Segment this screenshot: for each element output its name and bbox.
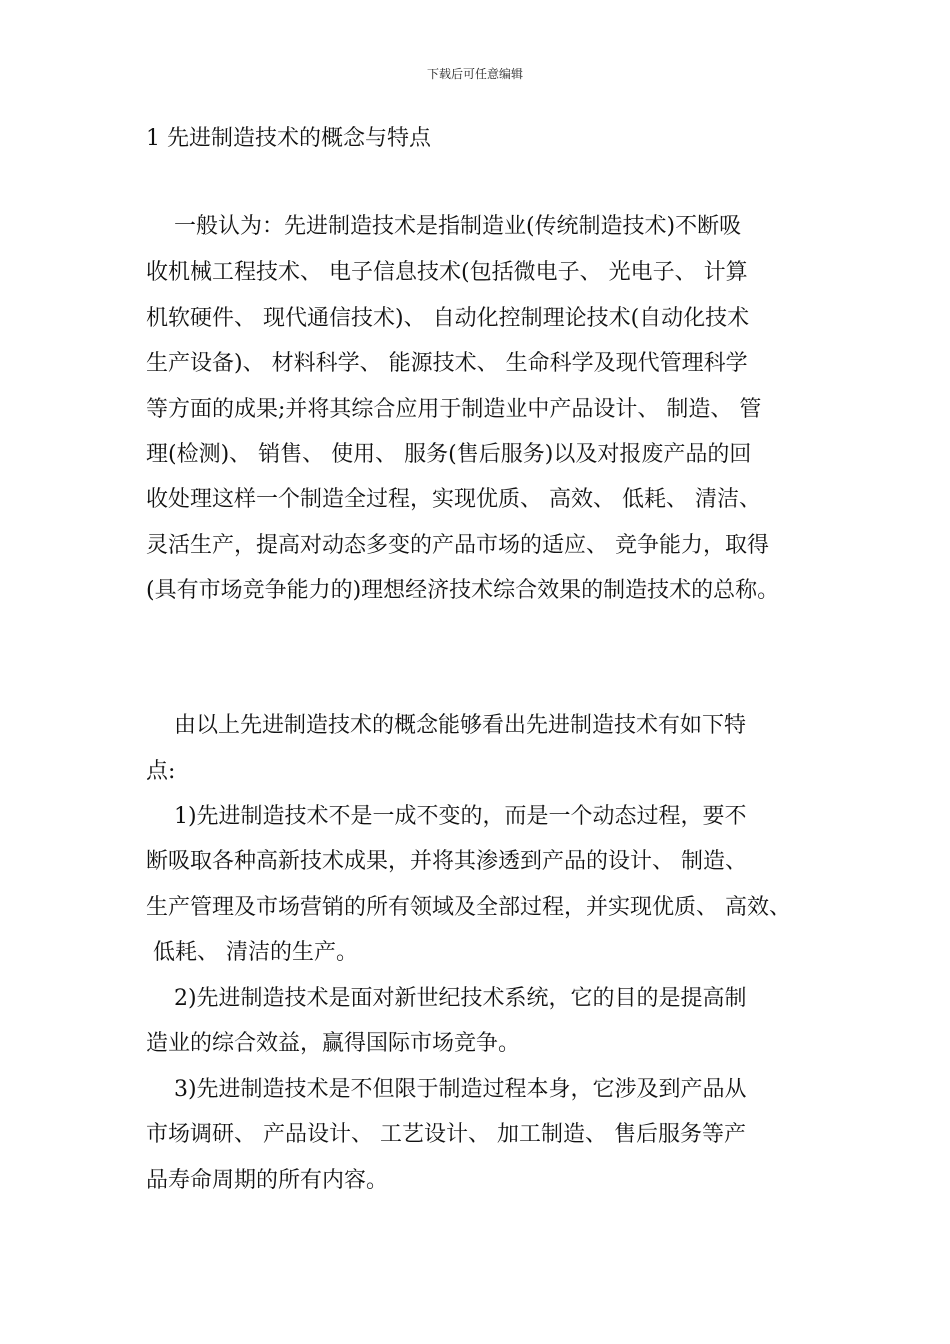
- list-item-line: 断吸取各种高新技术成果，并将其渗透到产品的设计、 制造、: [146, 849, 747, 874]
- list-item-line: 品寿命周期的所有内容。: [146, 1168, 389, 1193]
- paragraph-line: 灵活生产，提高对动态多变的产品市场的适应、 竞争能力，取得: [146, 533, 769, 558]
- paragraph-line: 由以上先进制造技术的概念能够看出先进制造技术有如下特: [146, 713, 746, 738]
- paragraph-line: 等方面的成果;并将其综合应用于制造业中产品设计、 制造、 管: [146, 397, 762, 422]
- list-item-line: 低耗、 清洁的生产。: [146, 940, 358, 965]
- list-item-line: 市场调研、 产品设计、 工艺设计、 加工制造、 售后服务等产: [146, 1122, 746, 1147]
- paragraph-line: 收处理这样一个制造全过程，实现优质、 高效、 低耗、 清洁、: [146, 487, 761, 512]
- list-item-line: 1)先进制造技术不是一成不变的，而是一个动态过程，要不: [146, 804, 747, 829]
- list-item-line: 造业的综合效益，赢得国际市场竞争。: [146, 1031, 521, 1056]
- paragraph-line: 收机械工程技术、 电子信息技术(包括微电子、 光电子、 计算: [146, 260, 748, 285]
- paragraph-line: 一般认为：先进制造技术是指制造业(传统制造技术)不断吸: [146, 214, 742, 239]
- paragraph-line: 机软硬件、 现代通信技术)、 自动化控制理论技术(自动化技术: [146, 306, 750, 331]
- section-title: 1 先进制造技术的概念与特点: [146, 126, 431, 151]
- paragraph-line: 理(检测)、 销售、 使用、 服务(售后服务)以及对报废产品的回: [146, 442, 752, 467]
- paragraph-line: 生产设备)、 材料科学、 能源技术、 生命科学及现代管理科学: [146, 351, 748, 376]
- page-header: 下载后可任意编辑: [426, 67, 523, 81]
- list-item-line: 2)先进制造技术是面对新世纪技术系统，它的目的是提高制: [146, 986, 747, 1011]
- paragraph-line: (具有市场竞争能力的)理想经济技术综合效果的制造技术的总称。: [146, 578, 780, 603]
- list-item-line: 3)先进制造技术是不但限于制造过程本身，它涉及到产品从: [146, 1077, 747, 1102]
- list-item-line: 生产管理及市场营销的所有领域及全部过程，并实现优质、 高效、: [146, 895, 791, 920]
- paragraph-line: 点:: [146, 759, 176, 784]
